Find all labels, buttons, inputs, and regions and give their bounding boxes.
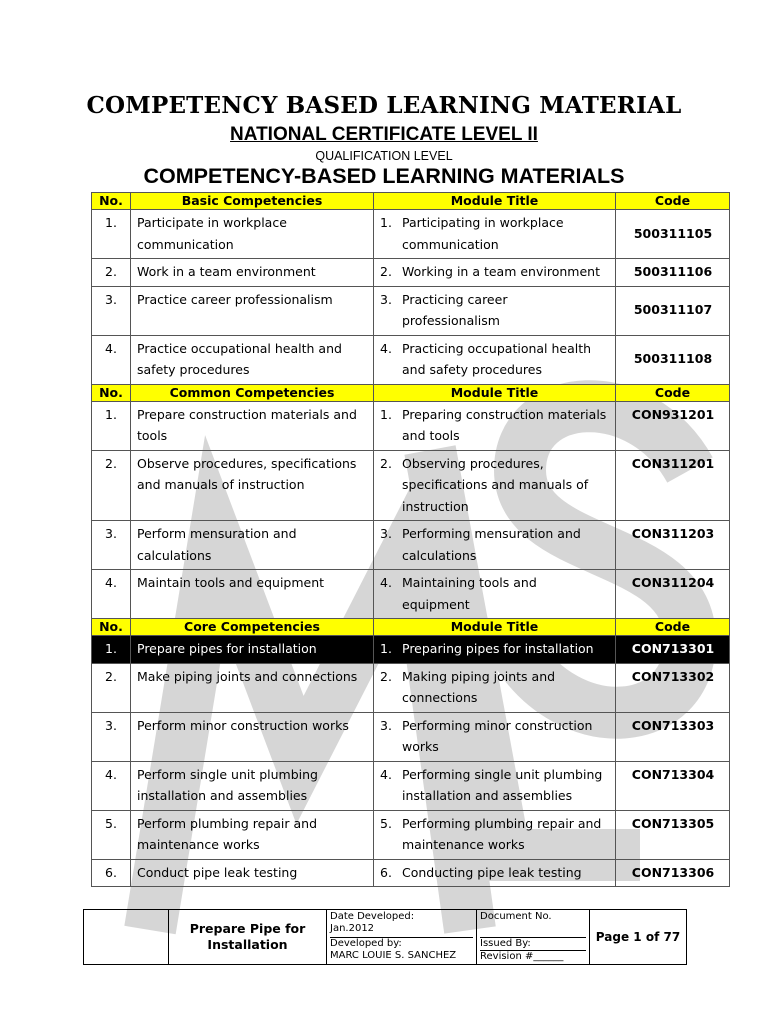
code-cell: 500311105 [616,210,730,259]
code-cell: 500311108 [616,335,730,384]
module-title: Observing procedures, specifications and manuals of instruction [402,455,589,514]
module-title-cell [374,810,616,859]
table-row [92,636,730,664]
module-title: Working in a team environment [402,264,600,279]
header-competency: Basic Competencies [131,193,374,210]
module-title: Performing mensuration and calculations [402,526,581,563]
module-title-cell [374,401,616,450]
code-cell: CON713306 [616,859,730,887]
footer-module-title: Prepare Pipe for Installation [169,910,327,965]
materials-heading: COMPETENCY-BASED LEARNING MATERIALS [143,164,625,188]
competency-cell: Maintain tools and equipment [131,570,374,619]
competency-cell: Perform mensuration and calculations [131,521,374,570]
header-no: No. [92,619,131,636]
header-module-title: Module Title [374,384,616,401]
row-number: 1. [92,401,131,450]
header-module-title: Module Title [374,193,616,210]
module-number: 1. [380,641,392,656]
competency-cell: Perform plumbing repair and maintenance works [131,810,374,859]
code-cell: CON713301 [616,636,730,664]
module-title-cell [374,663,616,712]
competency-cell: Observe procedures, specifications and manuals of instruction [131,450,374,521]
competency-cell: Practice career professionalism [131,286,374,335]
code-cell: CON713304 [616,761,730,810]
row-number: 4. [92,761,131,810]
header-no: No. [92,384,131,401]
developed-by-value: MARC LOUIE S. SANCHEZ [330,950,457,961]
module-number: 4. [380,340,392,356]
row-number: 3. [92,286,131,335]
footer-date-cell [327,910,477,965]
competency-cell: Perform single unit plumbing installation and assemblies [131,761,374,810]
row-number: 4. [92,570,131,619]
page-indicator [590,910,687,965]
header-code: Code [616,193,730,210]
code-cell: CON311201 [616,450,730,521]
issued-by-label: Issued By: [480,937,586,950]
date-developed-value: Jan.2012 [330,923,375,934]
row-number: 3. [92,712,131,761]
code-cell: 500311107 [616,286,730,335]
qualification-level: QUALIFICATION LEVEL [315,149,453,163]
section-header-row [92,193,730,210]
module-number: 2. [380,264,392,279]
competency-cell: Make piping joints and connections [131,663,374,712]
date-developed-label: Date Developed: [330,911,415,922]
module-number: 2. [380,455,392,471]
module-title: Performing single unit plumbing installation and assemblies [402,766,603,803]
table-row [92,761,730,810]
table-row [92,335,730,384]
code-cell: CON311204 [616,570,730,619]
competency-cell: Perform minor construction works [131,712,374,761]
page-current: 1 [633,930,642,944]
table-row [92,810,730,859]
module-number: 3. [380,291,392,307]
module-title: Preparing construction materials and tools [402,406,607,443]
row-number: 6. [92,859,131,887]
module-title-cell [374,335,616,384]
header-competency: Core Competencies [131,619,374,636]
module-title-cell [374,450,616,521]
table-row [92,521,730,570]
table-row [92,401,730,450]
module-number: 3. [380,526,392,541]
document-title: COMPETENCY BASED LEARNING MATERIAL [86,92,682,119]
section-header-row [92,619,730,636]
competency-cell: Practice occupational health and safety procedures [131,335,374,384]
module-title: Preparing pipes for installation [402,641,594,656]
module-number: 4. [380,575,392,590]
competency-cell: Work in a team environment [131,259,374,287]
module-title-cell [374,259,616,287]
row-number: 2. [92,663,131,712]
module-number: 1. [380,406,392,422]
header-competency: Common Competencies [131,384,374,401]
table-row [92,663,730,712]
page-prefix: Page [595,930,630,944]
row-number: 5. [92,810,131,859]
module-number: 6. [380,864,392,880]
table-row [92,286,730,335]
header-code: Code [616,619,730,636]
module-title-cell [374,210,616,259]
code-cell: CON713305 [616,810,730,859]
table-row [92,712,730,761]
table-row [92,210,730,259]
revision-label: Revision #______ [480,950,586,963]
row-number: 2. [92,259,131,287]
row-number: 1. [92,636,131,664]
header-code: Code [616,384,730,401]
module-title-cell [374,761,616,810]
table-row [92,259,730,287]
certificate-level: NATIONAL CERTIFICATE LEVEL II [230,124,538,145]
row-number: 4. [92,335,131,384]
header-no: No. [92,193,131,210]
developed-by-label: Developed by: [330,937,473,950]
page-of: of [645,930,660,944]
module-title-cell [374,859,616,887]
module-title-cell [374,286,616,335]
footer-document-cell [477,910,590,965]
competency-cell: Prepare construction materials and tools [131,401,374,450]
module-title: Performing minor construction works [402,717,593,754]
module-title-cell [374,636,616,664]
table-row [92,450,730,521]
module-title: Performing plumbing repair and maintenance works [402,815,602,852]
module-title: Maintaining tools and equipment [402,575,537,612]
row-number: 1. [92,210,131,259]
document-no-label: Document No. [480,911,552,922]
competency-cell: Participate in workplace communication [131,210,374,259]
code-cell: CON713302 [616,663,730,712]
module-number: 4. [380,766,392,782]
module-number: 3. [380,717,392,733]
module-title: Practicing career professionalism [402,291,508,328]
table-row [92,570,730,619]
module-title: Practicing occupational health and safety procedures [402,340,592,377]
module-title-cell [374,712,616,761]
page-total: 77 [663,930,681,944]
footer-blank-cell [84,910,169,965]
module-title: Making piping joints and connections [402,668,556,705]
code-cell: CON311203 [616,521,730,570]
document-footer [83,909,687,965]
module-title: Conducting pipe leak testing [402,864,582,880]
module-number: 2. [380,668,392,684]
table-row [92,859,730,887]
module-title: Participating in workplace communication [402,215,564,252]
competency-cell: Prepare pipes for installation [131,636,374,664]
module-number: 5. [380,815,392,831]
competency-cell: Conduct pipe leak testing [131,859,374,887]
section-header-row [92,384,730,401]
row-number: 3. [92,521,131,570]
module-number: 1. [380,215,392,230]
competency-table [91,192,730,887]
code-cell: CON713303 [616,712,730,761]
module-title-cell [374,570,616,619]
code-cell: 500311106 [616,259,730,287]
code-cell: CON931201 [616,401,730,450]
row-number: 2. [92,450,131,521]
module-title-cell [374,521,616,570]
header-module-title: Module Title [374,619,616,636]
